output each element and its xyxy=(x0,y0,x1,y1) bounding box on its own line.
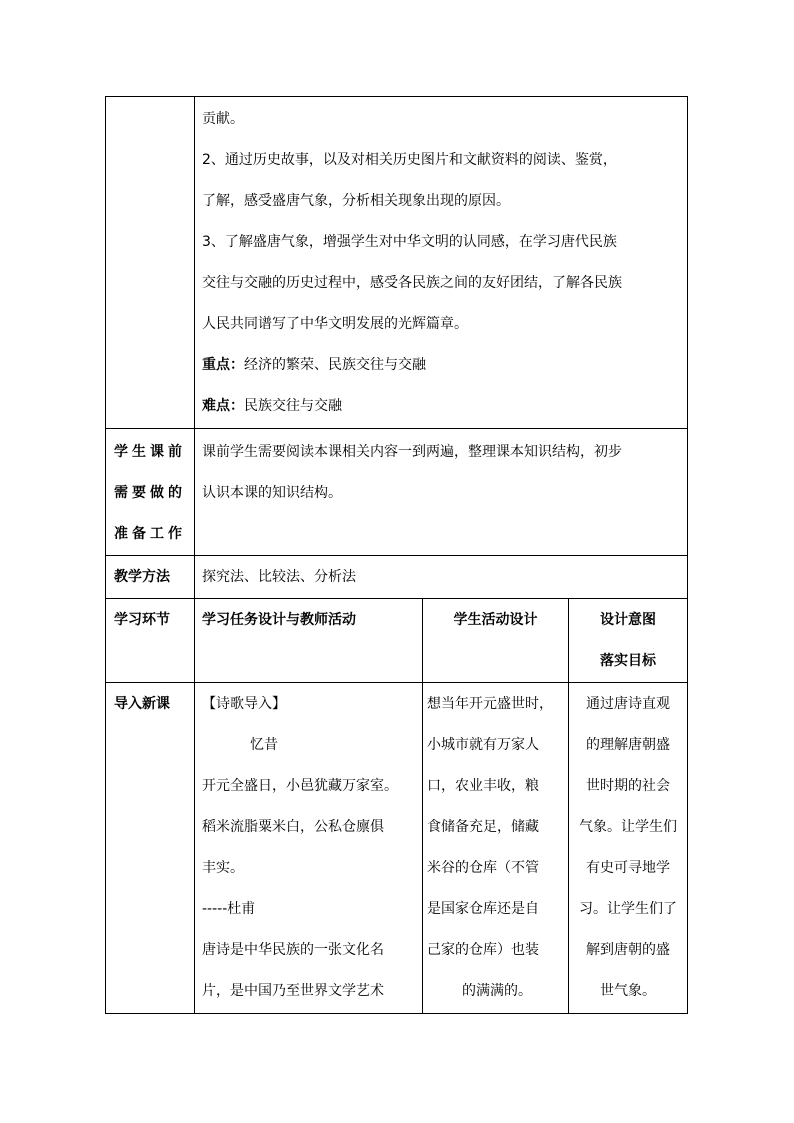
lesson-plan-table xyxy=(105,96,688,1014)
intro-intent-line: 有史可寻地学 xyxy=(586,860,670,876)
intro-intent-line: 气象。让学生们 xyxy=(579,819,677,835)
objectives-cell xyxy=(202,99,686,427)
intro-intent-line: 通过唐诗直观 xyxy=(586,696,670,712)
intro-intent-line: 习。让学生们了 xyxy=(579,901,677,917)
column-divider xyxy=(194,97,195,1013)
intro-stage: 导入新课 xyxy=(114,696,170,712)
objectives-line: 交往与交融的历史过程中，感受各民族之间的友好团结，了解各民族 xyxy=(202,275,622,291)
intro-student-line: 口，农业丰收，粮 xyxy=(427,778,539,794)
intro-student-line: 食储备充足，储藏 xyxy=(427,819,539,835)
intro-intent-cell xyxy=(569,684,687,1012)
prep-content-cell xyxy=(202,432,686,514)
intro-student-line: 米谷的仓库（不管 xyxy=(427,860,539,876)
intro-task-line: 片，是中国乃至世界文学艺术 xyxy=(202,983,384,999)
prep-label-line: 需要做的 xyxy=(114,485,186,501)
prep-label-line: 学生课前 xyxy=(114,444,186,460)
header-task: 学习任务设计与教师活动 xyxy=(202,612,356,628)
intro-student-line: 想当年开元盛世时， xyxy=(427,696,553,712)
header-intent xyxy=(569,600,687,682)
intro-task-line: 开元全盛日，小邑犹藏万家室。 xyxy=(202,778,398,794)
key-point-text: 经济的繁荣、民族交往与交融 xyxy=(244,357,426,373)
header-student: 学生活动设计 xyxy=(453,612,538,628)
intro-student-line: 是国家仓库还是自 xyxy=(427,901,539,917)
intro-task-line: 唐诗是中华民族的一张文化名 xyxy=(202,942,384,958)
column-divider xyxy=(422,598,423,1013)
difficulty-text: 民族交往与交融 xyxy=(244,398,342,414)
method-content: 探究法、比较法、分析法 xyxy=(202,569,356,585)
key-point xyxy=(202,345,686,386)
difficulty-label: 难点： xyxy=(202,398,244,414)
intro-intent-line: 解到唐朝的盛 xyxy=(586,942,670,958)
intro-task-line: 【诗歌导入】 xyxy=(202,696,286,712)
intro-student-cell xyxy=(427,684,567,1012)
method-label: 教学方法 xyxy=(114,569,170,585)
intro-student-line: 的满满的。 xyxy=(462,983,532,999)
objectives-line: 了解，感受盛唐气象，分析相关现象出现的原因。 xyxy=(202,193,510,209)
intro-intent-line: 的理解唐朝盛 xyxy=(586,737,670,753)
intro-student-line: 小城市就有万家人 xyxy=(427,737,539,753)
objectives-line: 3、了解盛唐气象，增强学生对中华文明的认同感，在学习唐代民族 xyxy=(202,234,617,250)
key-point-label: 重点： xyxy=(202,357,244,373)
intro-intent-line: 世时期的社会 xyxy=(586,778,670,794)
intro-task-line: 稻米流脂粟米白，公私仓廪俱 xyxy=(202,819,384,835)
difficulty-point xyxy=(202,386,686,427)
header-stage: 学习环节 xyxy=(114,612,170,628)
objectives-line: 贡献。 xyxy=(202,111,244,127)
intro-intent-line: 世气象。 xyxy=(600,983,656,999)
prep-content-line: 课前学生需要阅读本课相关内容一到两遍，整理课本知识结构，初步 xyxy=(202,444,622,460)
intro-student-line: 己家的仓库）也装 xyxy=(427,942,539,958)
intro-task-cell xyxy=(202,684,422,1012)
intro-task-line: 丰实。 xyxy=(202,860,244,876)
prep-content-line: 认识本课的知识结构。 xyxy=(202,485,342,501)
poem-author: -----杜甫 xyxy=(202,901,256,917)
header-intent-line: 设计意图 xyxy=(600,612,656,628)
prep-label-line: 准备工作 xyxy=(114,526,186,542)
prep-label-cell xyxy=(114,432,194,555)
poem-title: 忆昔 xyxy=(250,737,278,753)
header-intent-line: 落实目标 xyxy=(600,653,656,669)
objectives-line: 2、通过历史故事，以及对相关历史图片和文献资料的阅读、鉴赏， xyxy=(202,152,617,168)
objectives-line: 人民共同谱写了中华文明发展的光辉篇章。 xyxy=(202,316,468,332)
